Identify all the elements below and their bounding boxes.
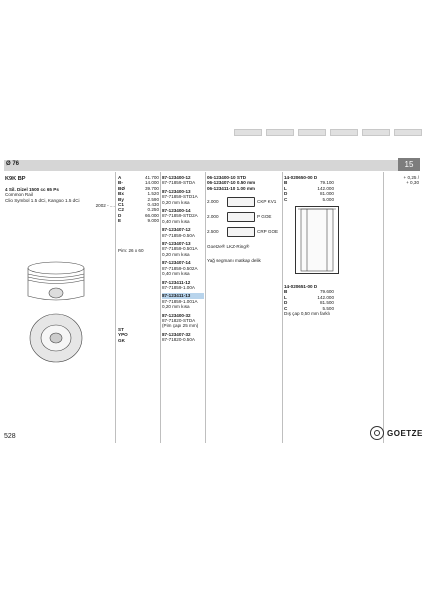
dimension-key: D [118, 212, 122, 218]
piston-note: 0,20 mm kısa [162, 304, 190, 310]
dimension-key: By [118, 196, 124, 202]
piston-part-number: 87-123400-12 [162, 175, 191, 180]
goetze-logo-icon [370, 426, 384, 440]
liner-value: 81.000 [319, 191, 334, 197]
dimension-value: 14.000 [144, 180, 159, 186]
ring-row [207, 196, 283, 206]
piston-part-number: 87-123407-13 [162, 241, 191, 247]
ring-icon [227, 197, 255, 207]
piston-item [162, 313, 204, 329]
dimension-table [118, 175, 159, 224]
piston-ref: 87-71820-STDA [162, 317, 196, 323]
dimension-key: A [118, 175, 122, 180]
piston-part-number: 87-123407-12 [162, 227, 191, 233]
piston-note: (Pim çapı 25 mm) [162, 323, 199, 329]
dimension-key: B- [118, 180, 123, 186]
ring-type: P GOE [257, 214, 272, 219]
ring-height: 2.000 [207, 199, 219, 204]
piston-drawing [6, 258, 106, 368]
dimension-key: C1 [118, 202, 124, 208]
piston-ref: 87-71859-0.501A [162, 246, 198, 252]
dimension-value: 0.430 [147, 202, 159, 208]
liner-value: 79.600 [319, 289, 334, 295]
piston-note: 0,20 mm kısa [162, 251, 190, 257]
liner-key: D [284, 300, 288, 306]
section-tabs [232, 129, 420, 157]
piston-part-number: 87-123400-13 [162, 188, 191, 194]
section-tab-number: 15 [398, 158, 420, 171]
piston-item [162, 175, 204, 186]
dimension-key: C2 [118, 207, 124, 213]
piston-part-numbers [162, 175, 204, 346]
piston-item [162, 189, 204, 205]
ring-type: CKP KV1 [257, 199, 277, 204]
liner-note: Dış çap 0,50 mm farklı [284, 311, 330, 317]
liner-value: 79.100 [319, 180, 334, 186]
liner-key: B [284, 289, 288, 295]
piston-part-number: 87-123407-32 [162, 331, 191, 337]
liner-value: 5.500 [322, 305, 334, 311]
liner-a [284, 175, 384, 202]
liner-value: 5.000 [322, 196, 334, 202]
ring-height: 2.000 [207, 214, 219, 219]
dimension-value: 1.520 [147, 191, 159, 197]
liner-row [284, 197, 334, 202]
liner-part-number: 14-020651-00 D [284, 284, 318, 289]
ring-row [207, 226, 283, 236]
piston-item [162, 293, 204, 309]
ring-note-2: Yağ segmanı matkap delik [207, 258, 261, 263]
piston-item [162, 280, 204, 291]
piston-part-number: 87-123400-32 [162, 312, 191, 318]
piston-ref: 87-71820-0.50A [162, 337, 195, 343]
liner-b [284, 284, 384, 316]
dimension-value: 39.700 [144, 185, 159, 191]
dimension-key: BØ [118, 185, 125, 191]
dimension-value: 2.590 [147, 196, 159, 202]
ring-height: 2.500 [207, 229, 219, 234]
liner-key: C [284, 305, 288, 311]
piston-part-number: 87-123400-14 [162, 208, 191, 214]
piston-ref: 87-71859-1.001A [162, 298, 198, 304]
piston-ref: 87-71859-0.502A [162, 265, 198, 271]
piston-part-number: 87-123407-14 [162, 260, 191, 266]
ring-note: Goetze® LKZ-Ring® [207, 244, 250, 249]
ring-rows [207, 196, 281, 241]
liner-value: 142.000 [317, 185, 334, 191]
goetze-logo: GOETZE [370, 426, 423, 440]
piston-item [162, 227, 204, 238]
dimension-row [118, 218, 159, 223]
piston-item [162, 332, 204, 343]
piston-part-number: 87-123411-13 [162, 293, 204, 298]
bore-diameter: Ø 76 [6, 161, 20, 167]
piston-ref: 87-71859-0.50A [162, 232, 195, 238]
piston-part-number: 87-123411-12 [162, 279, 191, 285]
dimension-key: E [118, 218, 122, 224]
liner-key: L [284, 185, 287, 191]
dimension-value: 66.000 [144, 212, 159, 218]
piston-ref: 87-71859-STDA [162, 180, 196, 186]
ring-type: CRP GOE [257, 229, 279, 234]
cylinder-liner-drawing [295, 206, 339, 274]
liner-part-number: 14-020650-00 D [284, 175, 318, 180]
dimension-value: 0.250 [147, 207, 159, 213]
page-number: 528 [4, 433, 16, 440]
liner-key: L [284, 294, 287, 300]
oversize: + 0,25 / + 0,30 [403, 175, 419, 186]
liner-key: D [284, 191, 288, 197]
liner-key: B [284, 180, 288, 186]
dimension-value: 9.000 [147, 218, 159, 224]
liner-value: 81.500 [319, 300, 334, 306]
piston-ref: 87-71859-1.00A [162, 284, 195, 290]
piston-labels: ST YPO GK [118, 327, 128, 343]
piston-ref: 87-71859-STD1A [162, 194, 198, 200]
ring-icon [227, 227, 255, 237]
liner-value: 142.000 [317, 294, 334, 300]
pin-size: Pim: 26 x 60 [118, 248, 144, 253]
ring-set: 06-123400-10 STD 06-123407-10 0.50 mm 06-123411-10 1.00 mm [207, 175, 256, 191]
liner-key: C [284, 196, 288, 202]
section-header [4, 160, 420, 171]
engine-description: 4 Sil. Dizel 1500 cc 65 Ps Common Rail Clio Symbol 1.5 dCi, Kangoo 1.5 dCi 2002 - .... [5, 187, 115, 209]
piston-item [162, 260, 204, 276]
piston-note: 0,40 mm kısa [162, 271, 190, 277]
piston-note: 0,20 mm kısa [162, 199, 190, 205]
dimension-value: 41.700 [144, 175, 159, 180]
ring-row [207, 211, 283, 221]
piston-note: 0,40 mm kısa [162, 218, 190, 224]
engine-code: K9K BP [5, 176, 26, 182]
piston-ref: 87-71859-STD2A [162, 213, 198, 219]
dimension-key: Bx [118, 191, 124, 197]
piston-item [162, 208, 204, 224]
piston-item [162, 241, 204, 257]
ring-icon [227, 212, 255, 222]
